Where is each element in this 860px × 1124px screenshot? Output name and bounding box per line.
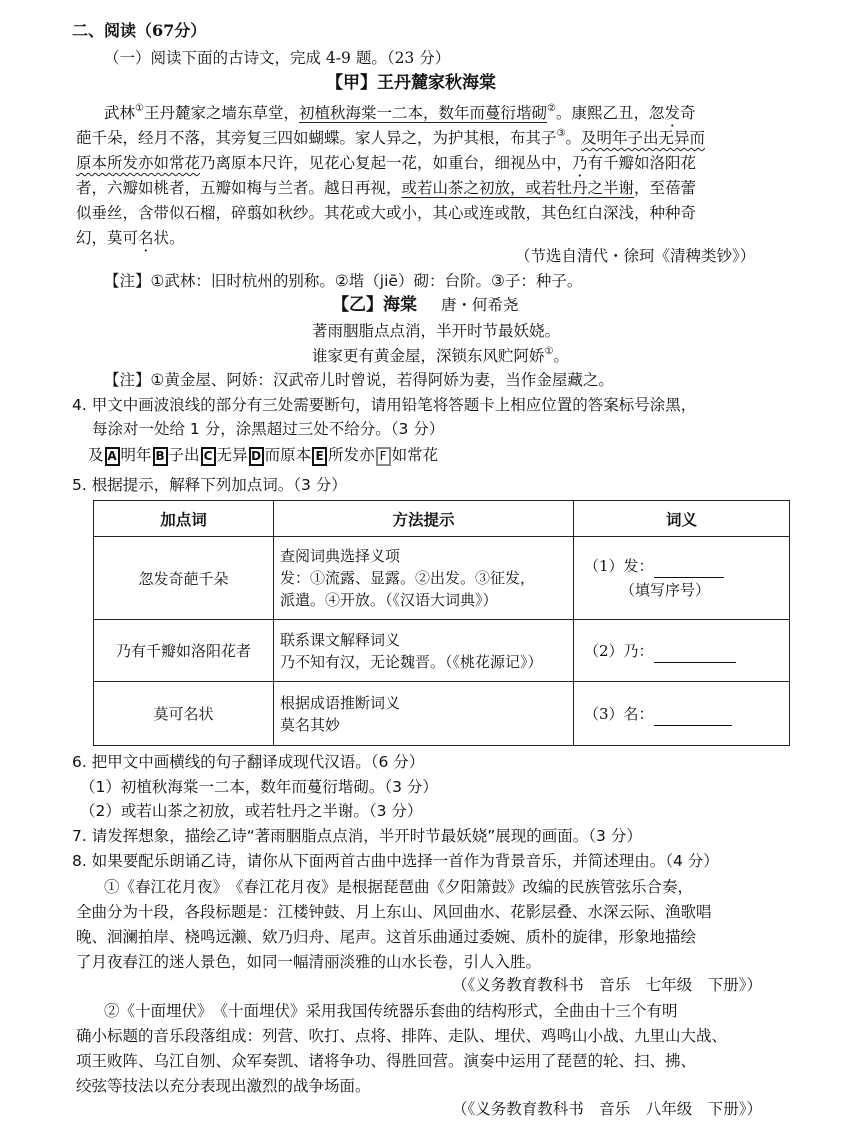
q8-title: 8. 如果要配乐朗诵乙诗，请你从下面两首古曲中选择一首作为背景音乐，并简述理由。（4 分） (72, 852, 719, 870)
q8-option-2-line-2: 确小标题的音乐段落组成：列营、吹打、点将、排阵、走队、埋伏、鸡鸣山小战、九里山大战、 (76, 1027, 728, 1045)
passage-b-author: 唐・何希尧 (441, 296, 519, 314)
passage-b-notes: 【注】①黄金屋、阿娇：汉武帝儿时曾说，若得阿娇为妻，当作金屋藏之。 (104, 371, 614, 389)
passage-b-heading (332, 294, 519, 316)
q7-title: 7. 请发挥想象，描绘乙诗“著雨胭脂点点消，半开时节最妖娆”展现的画面。（3 分） (72, 827, 642, 845)
sequence-text: 所发亦 (328, 446, 375, 464)
q8-option-2-line-4: 绞弦等技法以充分表现出激烈的战争场面。 (76, 1077, 371, 1095)
poem-line-2: 谁家更有黄金屋，深锁东风贮阿娇①。 (312, 346, 569, 365)
table-row (94, 620, 790, 682)
q8-option-2-line-3: 项王败阵、乌江自刎、众军奏凯、诸将争功、得胜回营。演奏中运用了琵琶的轮、扫、拂、 (76, 1052, 697, 1070)
passage-a-notes: 【注】①武林：旧时杭州的别称。②堦（jiē）砌：台阶。③子：种子。 (104, 272, 583, 290)
q5-hint-2: 联系课文解释词义 乃不知有汉，无论魏晋。（《桃花源记》） (274, 620, 574, 682)
table-row (94, 537, 790, 620)
answer-option-e[interactable]: E (312, 447, 327, 466)
q5-hint-1: 查阅词典选择义项 发：①流露、显露。②出发。③征发， 派遣。④开放。（《汉语大词典》） (274, 537, 574, 620)
answer-option-f[interactable]: F (376, 447, 391, 466)
passage-a-line-1: 武林①王丹麓家之墙东草堂，初植秋海棠一二本，数年而蔓衍堦砌②。康熙乙丑，忽发奇 (104, 103, 696, 122)
q5-word-3: 莫可名状 (94, 682, 274, 746)
q5-word-2: 乃有千瓣如洛阳花者 (94, 620, 274, 682)
q8-option-1-line-2: 全曲分为十段，各段标题是：江楼钟鼓、月上东山、风回曲水、花影层叠、水深云际、渔歌唱 (76, 903, 712, 921)
passage-b-title: 【乙】海棠 (332, 295, 417, 315)
q5-meaning-1: （1）发： （填写序号） (574, 537, 790, 620)
q4-line-2: 每涂对一处给 1 分，涂黑超过三处不给分。（3 分） (92, 420, 445, 438)
q8-source-1: （《义务教育教科书 音乐 七年级 下册》） (452, 976, 763, 994)
q5-meaning-3: （3）名： (574, 682, 790, 746)
q5-hint-3: 根据成语推断词义 莫名其妙 (274, 682, 574, 746)
q5-title: 5. 根据提示，解释下列加点词。（3 分） (72, 476, 347, 494)
answer-blank-2[interactable] (654, 645, 736, 663)
underlined-sentence-2: 或若山茶之初放，或若牡丹之半谢 (401, 179, 635, 197)
q5-header-meaning: 词义 (574, 501, 790, 537)
dotted-word-ming: 名 (138, 229, 154, 247)
sequence-text: 及 (88, 446, 104, 464)
answer-blank-1[interactable] (654, 560, 724, 578)
answer-option-c[interactable]: C (201, 447, 216, 466)
sequence-text: 如常花 (391, 446, 439, 464)
q4-answer-sequence (88, 444, 438, 466)
q5-word-1: 忽发奇葩千朵 (94, 537, 274, 620)
underlined-sentence-1: 初植秋海棠一二本，数年而蔓衍堦砌 (299, 104, 548, 122)
q6-sentence-1: （1）初植秋海棠一二本，数年而蔓衍堦砌。（3 分） (80, 778, 438, 796)
section-title: 二、阅读（67分） (72, 21, 207, 40)
q8-option-2-line-1: ②《十面埋伏》 《十面埋伏》采用我国传统器乐套曲的结构形式，全曲由十三个有明 (104, 1002, 678, 1020)
q8-source-2: （《义务教育教科书 音乐 八年级 下册》） (452, 1100, 763, 1118)
q6-title: 6. 把甲文中画横线的句子翻译成现代汉语。（6 分） (72, 753, 425, 771)
sequence-text: 明年 (120, 446, 152, 464)
dotted-word-nai: 乃 (572, 154, 588, 172)
answer-option-a[interactable]: A (105, 447, 120, 466)
q5-meaning-2: （2）乃： (574, 620, 790, 682)
q5-header-hint: 方法提示 (274, 501, 574, 537)
q5-table (93, 500, 790, 746)
dotted-word-fa: 发 (664, 104, 681, 122)
passage-a-line-5: 似垂丝，含带似石榴，碎翦如秋纱。其花或大或小，其心或连或散，其色红白深浅，种种奇 (76, 204, 697, 222)
sequence-text: 而原本 (264, 446, 312, 464)
poem-line-1: 著雨胭脂点点消，半开时节最妖娆。 (312, 322, 561, 340)
q8-option-1-line-1: ①《春江花月夜》 《春江花月夜》是根据琵琶曲《夕阳箫鼓》改编的民族管弦乐合奏， (104, 878, 694, 896)
sequence-text: 子出 (168, 446, 200, 464)
q6-sentence-2: （2）或若山茶之初放，或若牡丹之半谢。（3 分） (80, 802, 423, 820)
passage-a-line-3: 原本所发亦如常花乃离原本尺许，见花心复起一花，如重台，细视丛中，乃有千瓣如洛阳花 (76, 154, 697, 172)
q5-header-word: 加点词 (94, 501, 274, 537)
wavy-underline-part-2: 原本所发亦如常花 (76, 154, 201, 172)
answer-blank-3[interactable] (654, 708, 732, 726)
wavy-underline-part-1: 及明年子出无异而 (581, 129, 706, 147)
q8-option-1-line-3: 晚、洄澜拍岸、桡鸣远濑、欸乃归舟、尾声。这首乐曲通过委婉、质朴的旋律，形象地描绘 (76, 928, 697, 946)
passage-a-line-6: 幻，莫可名状。 (76, 229, 185, 247)
q4-line-1: 4. 甲文中画波浪线的部分有三处需要断句，请用铅笔将答题卡上相应位置的答案标号涂黑， (72, 396, 697, 414)
answer-option-b[interactable]: B (153, 447, 168, 466)
passage-a-title: 【甲】王丹麓家秋海棠 (326, 73, 496, 93)
q8-option-1-line-4: 了月夜春江的迷人景色，如同一幅清丽淡雅的山水长卷，引人入胜。 (76, 953, 542, 971)
sequence-text: 无异 (216, 446, 248, 464)
answer-option-d[interactable]: D (249, 447, 264, 466)
passage-a-line-4: 者，六瓣如桃者，五瓣如梅与兰者。越日再视，或若山茶之初放，或若牡丹之半谢，至蓓蕾 (76, 179, 697, 197)
sub-instruction: （一）阅读下面的古诗文，完成 4-9 题。（23 分） (104, 49, 451, 67)
passage-a-line-2: 葩千朵，经月不落，其旁复三四如蝴蝶。家人异之，为护其根，布其子③。及明年子出无异而 (76, 128, 706, 147)
passage-a-source: （节选自清代・徐珂《清稗类钞》） (515, 247, 756, 265)
table-row (94, 682, 790, 746)
